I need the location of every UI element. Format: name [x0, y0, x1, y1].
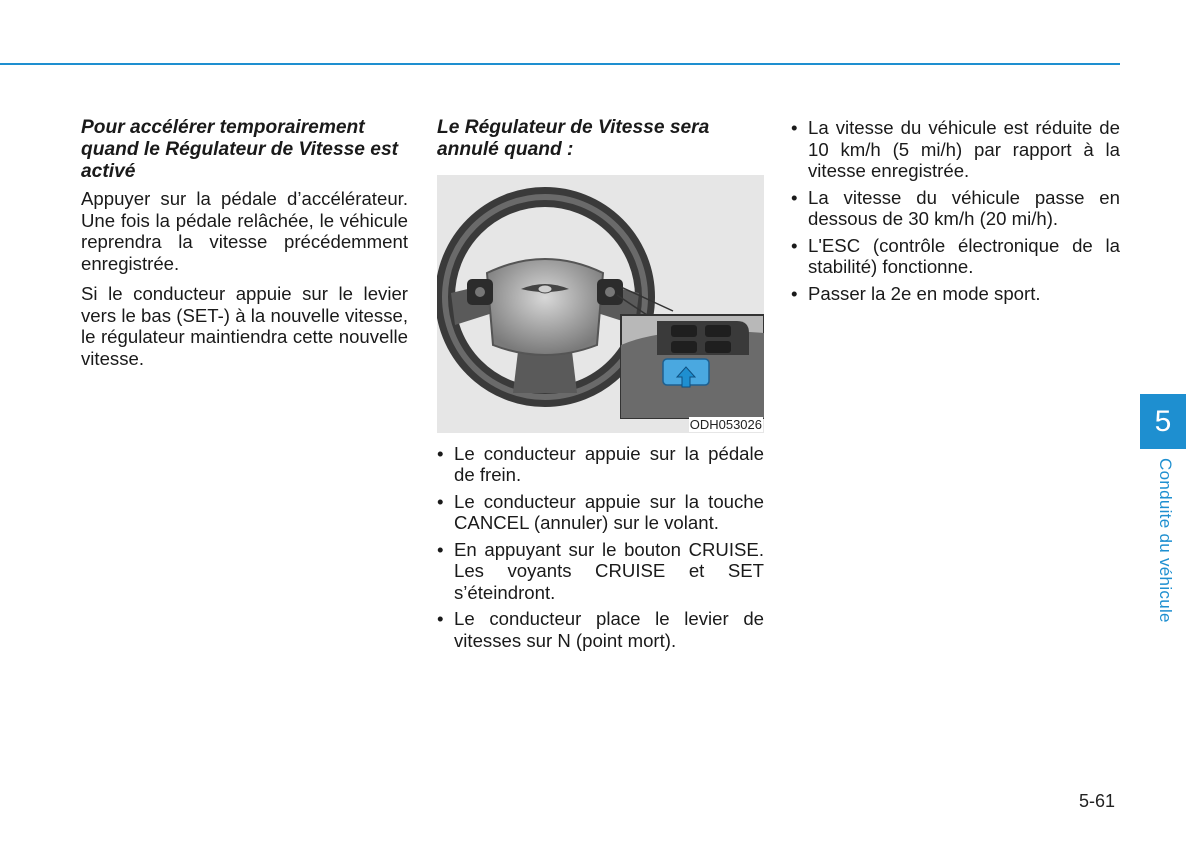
- list-item-text: La vitesse du véhicule est réduite de 10 km/h (5 mi/h) par rapport à la vitesse enregistrée.: [808, 117, 1120, 181]
- list-item: [437, 491, 764, 534]
- bullet-icon: •: [437, 490, 444, 512]
- list-item-text: Le conducteur appuie sur la pédale de frein.: [454, 442, 764, 486]
- cancel-conditions-list-continued: [791, 117, 1120, 304]
- list-item: [437, 539, 764, 604]
- chapter-title: Conduite du véhicule: [1156, 458, 1175, 623]
- chapter-number-tab: 5: [1140, 394, 1186, 449]
- paragraph: Si le conducteur appuie sur le levier vers le bas (SET-) à la nouvelle vitesse, le régulateur maintiendra cette nouvelle vitesse.: [81, 283, 408, 369]
- column-cancel-conditions-continued: [791, 117, 1120, 309]
- list-item: [791, 187, 1120, 230]
- list-item-text: En appuyant sur le bouton CRUISE. Les voyants CRUISE et SET s’éteindront.: [454, 538, 764, 603]
- list-item-text: Le conducteur place le levier de vitesses sur N (point mort).: [454, 608, 764, 651]
- page-number: 5-61: [1079, 791, 1116, 811]
- bullet-icon: •: [791, 234, 798, 256]
- figure-code: ODH053026: [689, 416, 762, 432]
- list-item: [437, 443, 764, 486]
- list-item: [791, 235, 1120, 278]
- list-item-text: La vitesse du véhicule passe en dessous de 30 km/h (20 mi/h).: [808, 186, 1120, 229]
- bullet-icon: •: [791, 117, 798, 138]
- bullet-icon: •: [437, 608, 444, 630]
- cancel-conditions-list: [437, 443, 764, 652]
- steering-wheel-illustration: [437, 175, 764, 433]
- bullet-icon: •: [791, 186, 798, 208]
- section-heading: Pour accélérer temporairement quand le Régulateur de Vitesse est activé: [81, 117, 399, 182]
- list-item: [437, 608, 764, 651]
- bullet-icon: •: [791, 282, 798, 304]
- list-item-text: Le conducteur appuie sur la touche CANCEL (annuler) sur le volant.: [454, 490, 764, 534]
- list-item: [791, 117, 1120, 182]
- list-item-text: Passer la 2e en mode sport.: [808, 282, 1041, 304]
- column-cancel-conditions: [437, 117, 764, 656]
- steering-wheel-figure: [437, 175, 764, 433]
- list-item-text: L'ESC (contrôle électronique de la stabilité) fonctionne.: [808, 234, 1120, 277]
- section-heading: Le Régulateur de Vitesse sera annulé quand :: [437, 117, 710, 160]
- column-accelerate: [81, 117, 408, 378]
- list-item: [791, 283, 1120, 305]
- bullet-icon: •: [437, 538, 444, 560]
- bullet-icon: •: [437, 442, 444, 464]
- header-rule: [0, 63, 1120, 65]
- paragraph: Appuyer sur la pédale d’accélérateur. Une fois la pédale relâchée, le véhicule reprendra la vitesse précédemment enregistrée.: [81, 188, 408, 274]
